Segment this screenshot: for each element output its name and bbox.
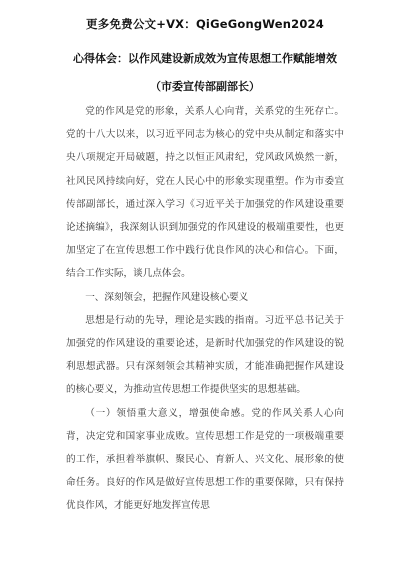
paragraph-intro: 党的作风是党的形象，关系人心向背，关系党的生死存亡。党的十八大以来，以习近平同志为核心的党中央从制定和落实中央八项规定开局破题，持之以恒正风肃纪，党风政风焕然一新，社风民风持续向好，党在人民心中的形象实现重塑。作为市委宣传部副部长，通过深入学习《习近平关于加强党的作风建设重要论述摘编》，我深刻认识到加强党的作风建设的极端重要性，也更加坚定了在宣传思想工作中践行优良作风的决心和信心。下面，结合工作实际，谈几点体会。 [66, 106, 344, 280]
document-subtitle: （市委宣传部副部长） [150, 80, 260, 93]
paragraph-subsection-1: （一）领悟重大意义，增强使命感。党的作风关系人心向背，决定党和国家事业成败。宣传思想工作是党的一项极端重要的工作，承担着举旗帜、聚民心、育新人、兴文化、展形象的使命任务。良好的作风是做好宣传思想工作的重要保障，只有保持优良作风，才能更好地发挥宣传思 [66, 407, 344, 512]
header-banner: 更多免费公文+VX：QiGeGongWen2024 [86, 17, 324, 31]
section-heading-1: 一、深刻领会，把握作风建设核心要义 [85, 291, 249, 303]
document-body [66, 100, 344, 518]
document-title: 心得体会：以作风建设新成效为宣传思想工作赋能增效 [73, 52, 337, 65]
paragraph-section-1: 思想是行动的先导，理论是实践的指南。习近平总书记关于加强党的作风建设的重要论述，是新时代加强党的作风建设的锐利思想武器。只有深刻领会其精神实质，才能准确把握作风建设的核心要义，为推动宣传思想工作提供坚实的思想基础。 [66, 314, 344, 396]
